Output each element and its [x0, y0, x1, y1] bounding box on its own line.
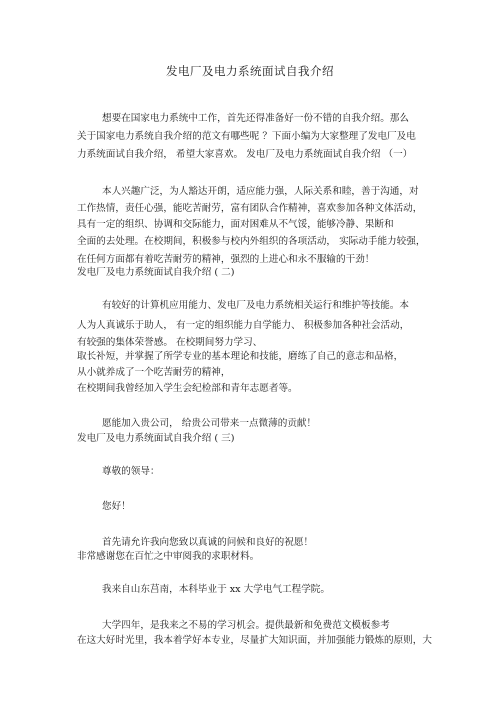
paragraph-line: 大学四年，是我来之不易的学习机会。提供最新和免费范文模板参考 [102, 620, 390, 631]
paragraph-line: 力系统面试自我介绍， 希望大家喜欢。 发电厂及电力系统面试自我介绍 （一） [77, 149, 413, 160]
paragraph-line: 人为人真诚乐于助人， 有一定的组织能力自学能力、 积极参加各种社会活动， [77, 320, 410, 331]
paragraph-line: 工作热情，责任心强，能吃苦耐劳，富有团队合作精神，喜欢参加各种文体活动， [77, 203, 423, 214]
section-heading: 发电厂及电力系统面试自我介绍 ( 三) [77, 433, 235, 444]
paragraph-line: 全面的去处理。在校期间，积极参与校内外组织的各项活动， 实际动手能力较强， [77, 236, 426, 247]
paragraph-line: 有较好的计算机应用能力、发电厂及电力系统相关运行和维护等技能。本 [102, 300, 409, 311]
paragraph-line: 本人兴趣广泛，为人豁达开朗，适应能力强，人际关系和睦，善于沟通，对 [102, 186, 419, 197]
paragraph-line: 取长补短，并掌握了所学专业的基本理论和技能，磨练了自己的意志和品格， [77, 351, 404, 362]
paragraph-line: 有较强的集体荣誉感。 在校期间努力学习、 [77, 337, 263, 348]
paragraph-line: 从小就养成了一个吃苦耐劳的精神， [77, 367, 231, 378]
paragraph-line: 首先请允许我向您致以真诚的问候和良好的祝愿！ [102, 537, 314, 548]
paragraph-line: 尊敬的领导： [102, 466, 160, 477]
paragraph-line: 您好！ [102, 501, 131, 512]
document-title: 发电厂及电力系统面试自我介绍 [166, 64, 334, 78]
paragraph-line: 具有一定的组织、协调和交际能力，面对困难从不气馁，能够冷静、果断和 [77, 219, 394, 230]
paragraph-line: 非常感谢您在百忙之中审阅我的求职材料。 [77, 551, 260, 562]
paragraph-line: 我来自山东莒南，本科毕业于 xx 大学电气工程学院。 [102, 584, 330, 595]
paragraph-line: 在校期间我曾经加入学生会纪检部和青年志愿者等。 [77, 383, 298, 394]
paragraph-line: 关于国家电力系统自我介绍的范文有哪些呢 ？下面小编为大家整理了发电厂及电 [77, 131, 416, 142]
paragraph-line: 在任何方面都有着吃苦耐劳的精神，强烈的上进心和永不服输的干劲！ [77, 254, 375, 265]
paragraph-line: 在这大好时光里，我本着学好本专业，尽量扩大知识面，并加强能力锻炼的原则，大 [77, 635, 432, 646]
paragraph-line: 想要在国家电力系统中工作，首先还得准备好一份不错的自我介绍。那么 [102, 113, 409, 124]
paragraph-line: 愿能加入贵公司， 给贵公司带来一点微薄的贡献！ [102, 418, 317, 429]
section-heading: 发电厂及电力系统面试自我介绍 ( 二) [77, 267, 235, 278]
